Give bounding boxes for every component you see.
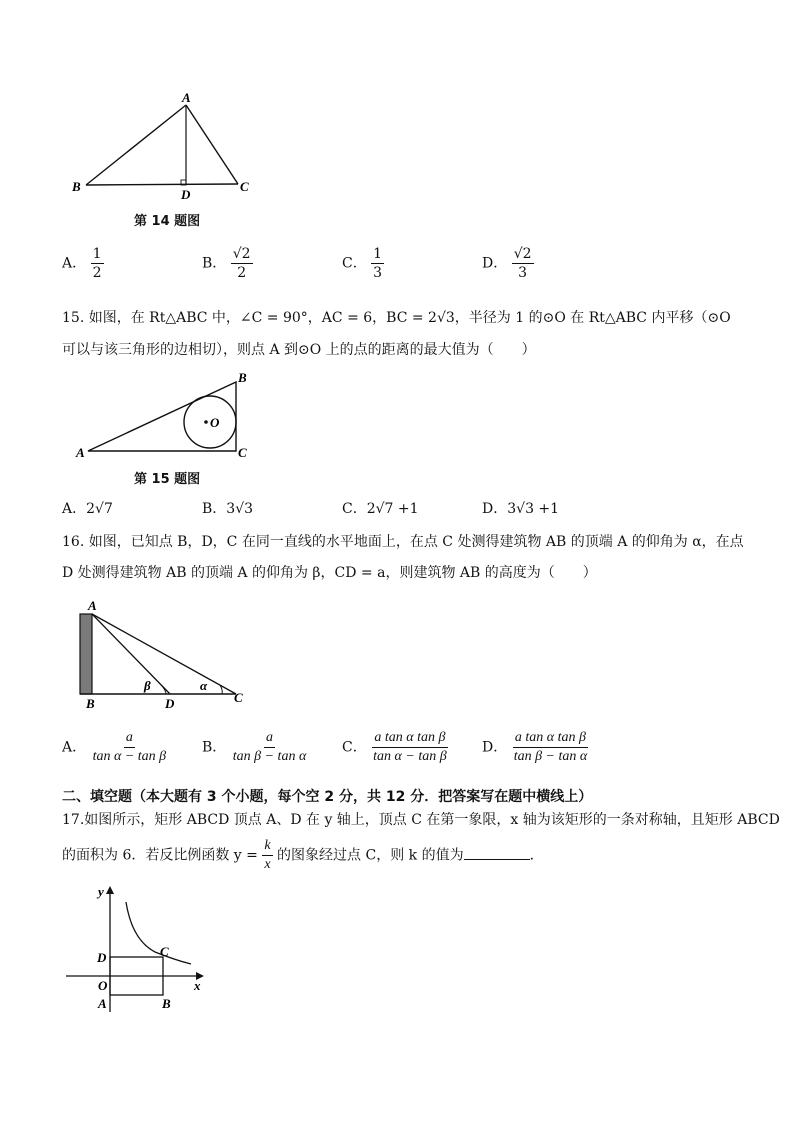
q16-figure [70,596,260,712]
q17-label-y: y [98,884,104,899]
q17-label-a: A [98,996,107,1011]
q14-figure-caption: 第 14 题图 [134,214,201,229]
q14-option-d[interactable]: D． $\frac{√2}{3}$ [482,246,532,281]
q15-question-line1: 15. 如图，在 Rt△ABC 中，∠C = 90°，AC = 6，BC = 2√3，半径为 1 的⊙O 在 Rt△ABC 内平移（⊙O [62,310,731,326]
q14-option-a[interactable]: A． $\frac{1}{2}$ [62,246,102,281]
q16-question-line2: D 处测得建筑物 AB 的顶端 A 的仰角为 β，CD = a，则建筑物 AB 的高度为（ ） [62,565,597,581]
q16-line-ad [92,614,170,694]
q16-label-d: D [165,696,175,711]
q17-label-c: C [160,944,169,959]
q14-side-ac [186,105,238,184]
q16-option-d[interactable]: D． $\frac{\text{a tan α tan β}}{\text{tan β − tan α}}$ [482,730,588,764]
q15-label-c: C [238,445,247,460]
q14-label-d: D [181,187,191,202]
q15-center-dot [204,420,208,424]
q16-label-b: B [86,696,95,711]
q14-label-b: B [72,179,81,194]
q15-question-line2: 可以与该三角形的边相切），则点 A 到⊙O 上的点的距离的最大值为（ ） [62,342,536,358]
q15-option-a[interactable]: A．2√7 [62,501,113,517]
q17-fraction: $\frac{k}{x}$ [264,838,271,872]
q14-label-a: A [182,90,191,105]
q17-label-o: O [98,978,108,993]
q16-question-line1: 16. 如图，已知点 B，D，C 在同一直线的水平地面上，在点 C 处测得建筑物 AB 的顶端 A 的仰角为 α，在点 [62,534,744,550]
q17-figure [60,880,210,1020]
q16-label-beta: β [144,678,151,693]
q15-option-b[interactable]: B．3√3 [202,501,254,517]
q15-option-c[interactable]: C．2√7 +1 [342,501,419,517]
q14-option-b[interactable]: B． $\frac{√2}{2}$ [202,246,251,281]
q16-building-ab [80,614,92,694]
q16-option-a[interactable]: A． $\frac{a}{\text{tan α − tan β}}$ [62,730,167,764]
q17-label-b: B [162,996,171,1011]
q16-label-c: C [234,690,243,705]
section-heading-fill-in: 二、填空题（本大题有 3 个小题，每个空 2 分，共 12 分．把答案写在题中横线上） [62,789,593,805]
q17-label-d: D [97,950,107,965]
q17-question-line1: 17.如图所示，矩形 ABCD 顶点 A、D 在 y 轴上，顶点 C 在第一象限，x 轴为该矩形的一条对称轴，且矩形 ABCD [62,812,780,828]
q15-figure [60,368,260,468]
q15-figure-caption: 第 15 题图 [134,472,201,487]
q17-hyperbola [126,902,191,964]
q17-question-line2: 的面积为 6．若反比例函数 y = $\frac{k}{x}$ 的图象经过点 C，则 k 的值为 ． [62,838,544,872]
q16-label-alpha: α [200,678,208,693]
q17-y-arrow [106,886,114,894]
q16-option-b[interactable]: B． $\frac{a}{\text{tan β − tan α}}$ [202,730,307,764]
q14-label-c: C [240,179,249,194]
q15-label-a: A [76,445,85,460]
q16-label-a: A [88,598,97,613]
q16-line-ac [92,614,236,694]
q16-option-c[interactable]: C． $\frac{\text{a tan α tan β}}{\text{tan α − tan β}}$ [342,730,447,764]
q14-figure [60,88,270,208]
q15-option-d[interactable]: D．3√3 +1 [482,501,560,517]
q17-answer-blank[interactable] [464,845,530,860]
q15-label-o: O [210,415,220,430]
q14-side-bc [86,184,238,185]
q15-label-b: B [238,370,247,385]
q14-option-c[interactable]: C． $\frac{1}{3}$ [342,246,383,281]
q17-label-x: x [194,978,201,993]
q14-side-ba [86,105,186,185]
